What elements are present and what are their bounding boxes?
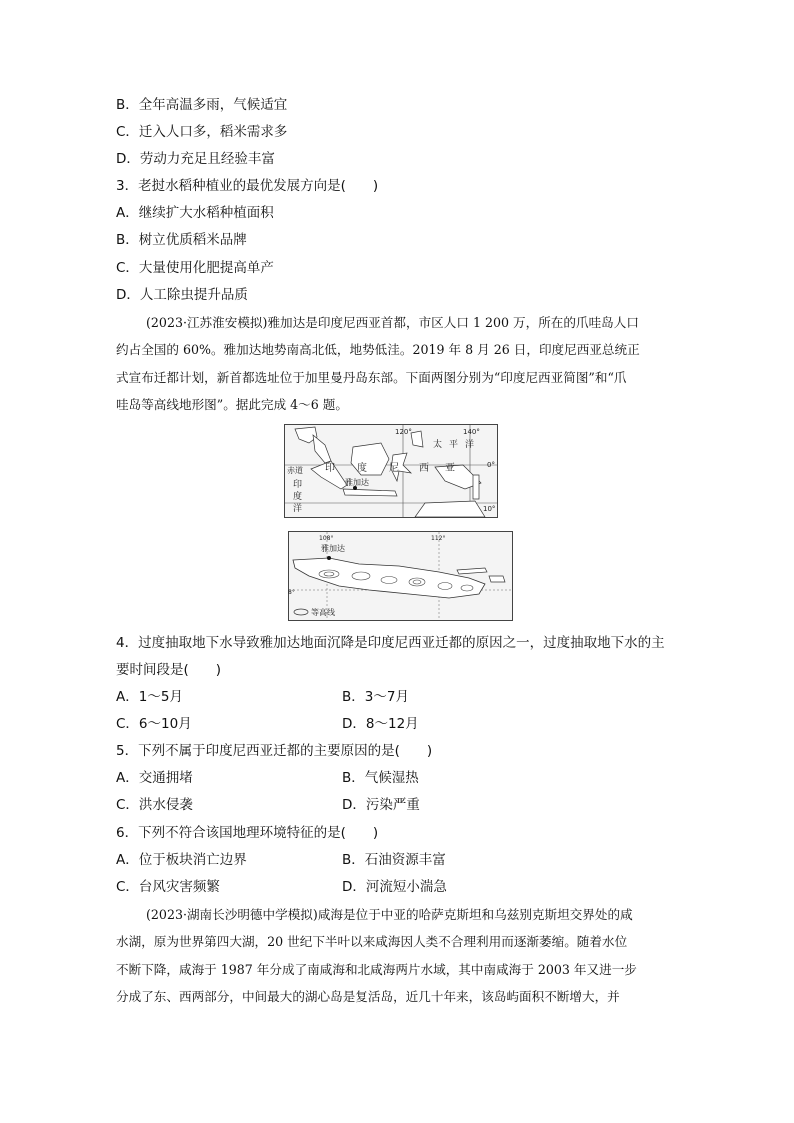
q4-option-b: B．3～7月: [342, 689, 409, 705]
java-contour-map: [288, 531, 513, 621]
legend-label: 等高线: [311, 608, 335, 617]
q6-option-c: C．台风灾害频繁: [116, 879, 220, 895]
philippines-land: [411, 431, 423, 447]
q3-option-c: C．大量使用化肥提高单产: [116, 260, 274, 276]
pacific-char-2: 平: [449, 440, 459, 450]
q5-stem: 5．下列不属于印度尼西亚迁都的主要原因的是( ): [116, 743, 433, 759]
passage2-line4: 分成了东、西两部分，中间最大的湖心岛是复活岛，近几十年来，该岛屿面积不断增大，并: [116, 989, 620, 1004]
lat-0-label: 0°: [487, 461, 495, 469]
q6-option-b: B．石油资源丰富: [342, 852, 446, 868]
q6-option-d: D．河流短小湍急: [342, 879, 447, 895]
q6-stem: 6．下列不符合该国地理环境特征的是( ): [116, 825, 379, 841]
q4-option-c: C．6～10月: [116, 716, 192, 732]
pacific-char-3: 洋: [465, 440, 475, 450]
lat-8-label: 8°: [288, 589, 295, 596]
q5-option-c: C．洪水侵袭: [116, 797, 193, 813]
lat-10-label: 10°: [483, 505, 496, 513]
lon-108-label: 108°: [319, 535, 334, 542]
q2-option-b: B．全年高温多雨，气候适宜: [116, 97, 288, 113]
country-char-4: 西: [419, 463, 429, 474]
q2-option-d: D．劳动力充足且经验丰富: [116, 151, 275, 167]
passage1-line2: 约占全国的 60%。雅加达地势南高北低，地势低洼。2019 年 8 月 26 日，印度尼西亚总统正: [116, 342, 640, 357]
lon-120-label: 120°: [395, 428, 412, 436]
jakarta-marker: [327, 556, 331, 560]
q5-option-b: B．气候湿热: [342, 770, 419, 786]
passage2-line1: (2023·湖南长沙明德中学模拟)咸海是位于中亚的哈萨克斯坦和乌兹别克斯坦交界处的咸: [146, 907, 633, 922]
q5-option-a: A．交通拥堵: [116, 770, 193, 786]
passage1-line3: 式宣布迁都计划，新首都选址位于加里曼丹岛东部。下面两图分别为“印度尼西亚简图”和“爪: [116, 370, 627, 385]
passage1-line1: (2023·江苏淮安模拟)雅加达是印度尼西亚首都，市区人口 1 200 万，所在的爪哇岛人口: [146, 315, 639, 330]
q6-option-a: A．位于板块消亡边界: [116, 852, 247, 868]
q3-option-a: A．继续扩大水稻种植面积: [116, 205, 274, 221]
q4-stem-line1: 4．过度抽取地下水导致雅加达地面沉降是印度尼西亚迁都的原因之一，过度抽取地下水的主: [116, 635, 665, 651]
country-char-3: 尼: [389, 463, 399, 474]
passage2-line2: 水湖，原为世界第四大湖，20 世纪下半叶以来咸海因人类不合理利用而逐渐萎缩。随着水位: [116, 934, 628, 949]
lon-140-label: 140°: [463, 428, 480, 436]
country-char-2: 度: [357, 463, 367, 474]
lon-112-label: 112°: [431, 535, 446, 542]
country-char-1: 印: [325, 463, 335, 474]
q4-stem-line2: 要时间段是( ): [116, 662, 222, 678]
pacific-char-1: 太: [433, 440, 443, 450]
q4-option-a: A．1～5月: [116, 689, 183, 705]
equator-label: 赤道: [287, 466, 303, 475]
indonesia-map: [284, 424, 498, 518]
australia-land: [415, 501, 485, 517]
q3-stem: 3．老挝水稻种植业的最优发展方向是( ): [116, 178, 379, 194]
q5-option-d: D．污染严重: [342, 797, 420, 813]
indian-char-2: 度: [293, 492, 303, 502]
passage2-line3: 不断下降，咸海于 1987 年分成了南咸海和北咸海两片水域，其中南咸海于 2003 年又进一步: [116, 962, 637, 977]
q3-option-b: B．树立优质稻米品牌: [116, 232, 247, 248]
passage1-line4: 哇岛等高线地形图”。据此完成 4～6 题。: [116, 397, 348, 412]
q4-option-d: D．8～12月: [342, 716, 419, 732]
jakarta-label: 雅加达: [321, 544, 345, 553]
q3-option-d: D．人工除虫提升品质: [116, 287, 248, 303]
indian-char-1: 印: [293, 480, 303, 490]
country-char-5: 亚: [445, 463, 455, 474]
jakarta-label: 雅加达: [345, 478, 369, 487]
bali-island: [489, 576, 505, 582]
indian-char-3: 洋: [293, 504, 303, 514]
q2-option-c: C．迁入人口多，稻米需求多: [116, 124, 288, 140]
border-box: [473, 475, 479, 499]
